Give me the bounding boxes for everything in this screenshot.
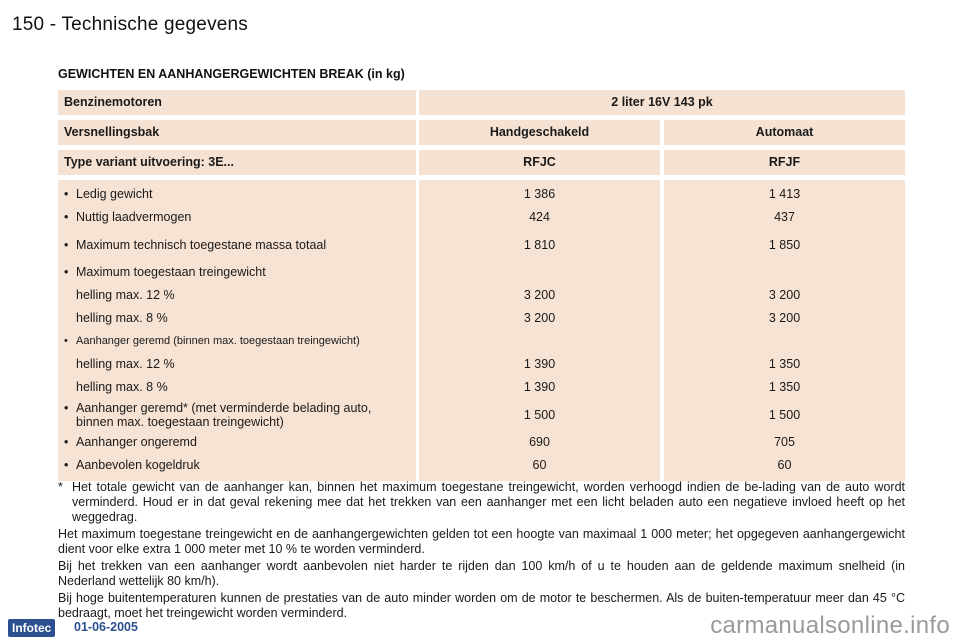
engine-value: 2 liter 16V 143 pk xyxy=(419,90,905,115)
table-row-label: • Aanhanger geremd* (met verminderde belading auto, binnen max. toegestaan treingewicht) xyxy=(64,401,372,429)
engine-label: Benzinemotoren xyxy=(58,90,416,115)
gearbox-manual: Handgeschakeld xyxy=(419,120,660,145)
table-cell: 3 200 xyxy=(523,311,556,325)
note-paragraph: Het maximum toegestane treingewicht en de aanhangergewichten gelden tot een hoogte van maximaal 1 000 meter; het opgegeven aanhangergewicht dient voor elke extra 1 000 meter met 10 % te worden verminderd. xyxy=(58,527,905,556)
table-cell: 1 390 xyxy=(523,380,556,394)
manual-values-column xyxy=(419,180,660,481)
footnote-marker: * xyxy=(58,480,63,494)
section-title: GEWICHTEN EN AANHANGERGEWICHTEN BREAK (in kg) xyxy=(58,67,405,81)
table-cell: 1 413 xyxy=(768,187,801,201)
table-cell xyxy=(419,330,660,353)
table-row-engine xyxy=(58,90,905,115)
table-cell: 1 500 xyxy=(523,408,556,422)
table-row-label: • Maximum technisch toegestane massa totaal xyxy=(64,238,327,252)
table-row-type xyxy=(58,150,905,175)
type-automatic: RFJF xyxy=(664,150,905,175)
automatic-values-column xyxy=(664,180,905,481)
table-row-label: helling max. 12 % xyxy=(76,357,175,371)
header-separator: - xyxy=(49,14,57,35)
table-cell: 424 xyxy=(529,210,550,224)
table-cell: 60 xyxy=(532,458,547,472)
page-number: 150 xyxy=(12,14,45,35)
footnote xyxy=(58,480,905,527)
table-cell: 60 xyxy=(777,458,792,472)
table-row-label: • Nuttig laadvermogen xyxy=(64,210,192,224)
table-cell: 690 xyxy=(529,435,550,449)
note-paragraph: Bij hoge buitentemperaturen kunnen de prestaties van de auto minder worden om de motor te beschermen. Als de buiten-temperatuur meer dan 45 °C bedraagt, moet het treingewicht worden verminderd. xyxy=(58,591,905,620)
weights-table xyxy=(58,90,905,481)
table-row-label: • Maximum toegestaan treingewicht xyxy=(64,265,266,279)
gearbox-automatic: Automaat xyxy=(664,120,905,145)
table-cell: 1 350 xyxy=(768,357,801,371)
page-title: Technische gegevens xyxy=(61,14,249,35)
gearbox-label: Versnellingsbak xyxy=(58,120,416,145)
table-row-label: • Aanhanger geremd (binnen max. toegestaan treingewicht) xyxy=(64,335,360,347)
infotec-logo: Infotec xyxy=(8,619,55,637)
table-row-label: helling max. 8 % xyxy=(76,311,168,325)
table-cell: 705 xyxy=(774,435,795,449)
table-row-label: • Aanhanger ongeremd xyxy=(64,435,197,449)
table-cell xyxy=(419,261,660,284)
table-cell: 1 810 xyxy=(523,238,556,252)
table-cell: 1 386 xyxy=(523,187,556,201)
watermark: carmanualsonline.info xyxy=(710,612,950,639)
table-row-label: • Aanbevolen kogeldruk xyxy=(64,458,200,472)
type-label: Type variant uitvoering: 3E... xyxy=(58,150,416,175)
table-cell: 3 200 xyxy=(768,288,801,302)
table-cell: 3 200 xyxy=(523,288,556,302)
table-row-label: helling max. 8 % xyxy=(76,380,168,394)
table-row-label: • Ledig gewicht xyxy=(64,187,153,201)
table-cell: 1 390 xyxy=(523,357,556,371)
table-body xyxy=(58,180,905,481)
table-cell: 1 350 xyxy=(768,380,801,394)
table-cell: 1 500 xyxy=(768,408,801,422)
note-paragraph: Bij het trekken van een aanhanger wordt aanbevolen niet harder te rijden dan 100 km/h of u te houden aan de geldende maximum snelheid (in Nederland wettelijk 80 km/h). xyxy=(58,559,905,588)
table-cell xyxy=(664,261,905,284)
table-cell: 437 xyxy=(774,210,795,224)
footer-date: 01-06-2005 xyxy=(74,620,138,634)
table-row-label: helling max. 12 % xyxy=(76,288,175,302)
type-manual: RFJC xyxy=(419,150,660,175)
table-cell xyxy=(664,330,905,353)
table-row-gearbox xyxy=(58,120,905,145)
labels-column xyxy=(58,180,416,481)
table-cell: 1 850 xyxy=(768,238,801,252)
page-header xyxy=(12,14,248,36)
notes xyxy=(58,480,905,623)
footnote-text: Het totale gewicht van de aanhanger kan, binnen het maximum toegestane treingewicht, worden verhoogd indien de be-lading van de auto wordt verminderd. Houd er in dat geval rekening mee dat het trekken van een aanhanger met een licht beladen auto een negatieve invloed heeft op het weggedrag. xyxy=(72,480,905,524)
table-cell: 3 200 xyxy=(768,311,801,325)
